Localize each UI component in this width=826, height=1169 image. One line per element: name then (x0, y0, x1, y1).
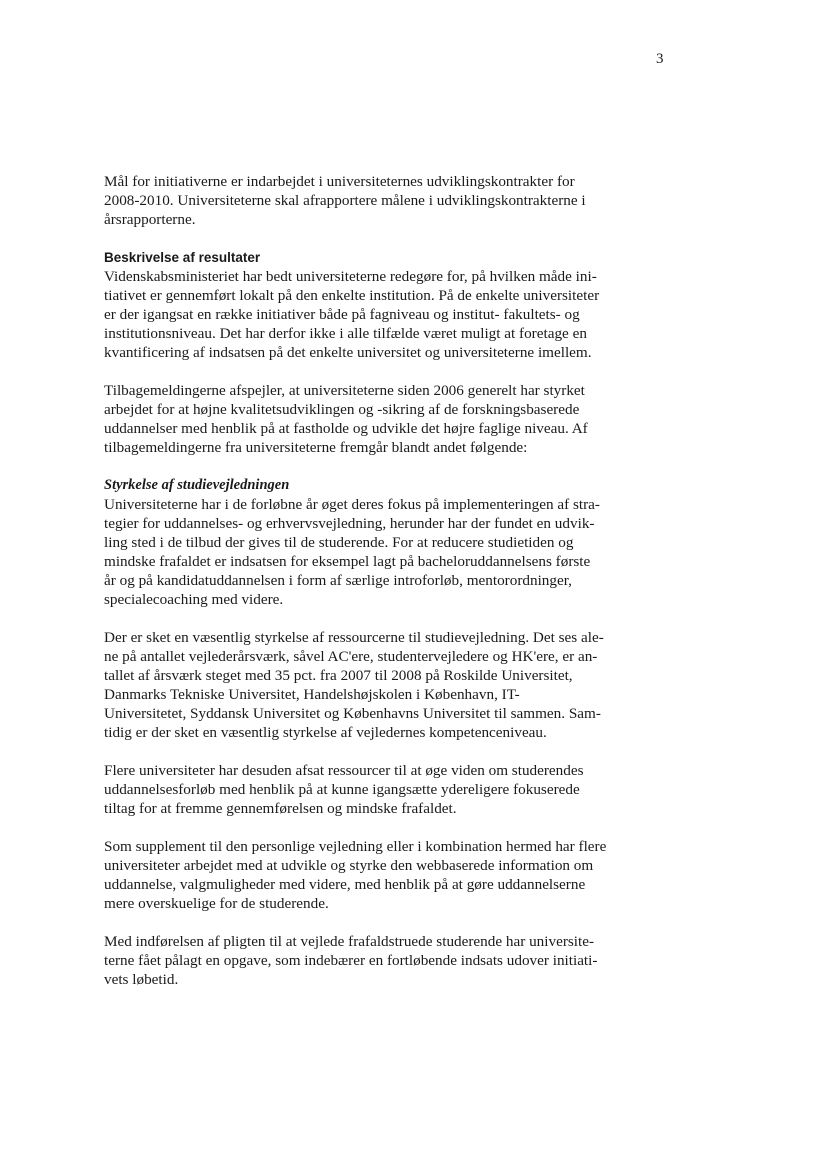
text-line: Universitetet, Syddansk Universitet og Københavns Universitet til sammen. Sam- (104, 705, 601, 722)
intro-paragraph (104, 172, 632, 229)
text-line: vets løbetid. (104, 971, 179, 988)
paragraph-4 (104, 628, 632, 742)
text-line: kvantificering af indsatsen på det enkelte universitet og universiteterne imellem. (104, 344, 592, 361)
text-line: mindske frafaldet er indsatsen for eksempel lagt på bacheloruddannelsens første (104, 553, 591, 570)
text-line: Danmarks Tekniske Universitet, Handelshøjskolen i København, IT- (104, 686, 520, 703)
paragraph-2 (104, 381, 632, 457)
paragraph-5 (104, 761, 632, 818)
text-line: Videnskabsministeriet har bedt universiteterne redegøre for, på hvilken måde ini- (104, 268, 597, 285)
page-number: 3 (656, 51, 664, 67)
text-line: tidig er der sket en væsentlig styrkelse af vejledernes kompetenceniveau. (104, 724, 547, 741)
text-line: uddannelse, valgmuligheder med videre, med henblik på at gøre uddannelserne (104, 876, 586, 893)
page-content (104, 172, 632, 989)
text-line: ling sted i de tilbud der gives til de studerende. For at reducere studietiden og (104, 534, 574, 551)
text-line: 2008-2010. Universiteterne skal afrapportere målene i udviklingskontrakterne i (104, 192, 586, 209)
paragraph-1 (104, 267, 632, 362)
text-line: er der igangsat en række initiativer både på fagniveau og institut- fakultets- og (104, 306, 580, 323)
text-line: universiteter arbejdet med at udvikle og styrke den webbaserede information om (104, 857, 594, 874)
text-line: Universiteterne har i de forløbne år øget deres fokus på implementeringen af stra- (104, 496, 600, 513)
text-line: Der er sket en væsentlig styrkelse af ressourcerne til studievejledning. Det ses ale- (104, 629, 604, 646)
text-line: uddannelser med henblik på at fastholde og udvikle det højre faglige niveau. Af (104, 420, 588, 437)
paragraph-7 (104, 932, 632, 989)
text-line: ne på antallet vejlederårsværk, såvel AC'ere, studentervejledere og HK'ere, er an- (104, 648, 598, 665)
text-line: tallet af årsværk steget med 35 pct. fra 2007 til 2008 på Roskilde Universitet, (104, 667, 573, 684)
text-line: Tilbagemeldingerne afspejler, at universiteterne siden 2006 generelt har styrket (104, 382, 585, 399)
paragraph-6 (104, 837, 632, 913)
text-line: Flere universiteter har desuden afsat ressourcer til at øge viden om studerendes (104, 762, 584, 779)
text-line: årsrapporterne. (104, 211, 196, 228)
section-heading: Beskrivelse af resultater (104, 250, 261, 265)
text-line: tilbagemeldingerne fra universiteterne fremgår blandt andet følgende: (104, 439, 528, 456)
text-line: Med indførelsen af pligten til at vejlede frafaldstruede studerende har universite- (104, 933, 595, 950)
paragraph-3 (104, 495, 632, 609)
text-line: uddannelsesforløb med henblik på at kunne igangsætte ydereligere fokuserede (104, 781, 580, 798)
text-line: mere overskuelige for de studerende. (104, 895, 329, 912)
text-line: Som supplement til den personlige vejledning eller i kombination hermed har flere (104, 838, 607, 855)
text-line: arbejdet for at højne kvalitetsudviklingen og -sikring af de forskningsbaserede (104, 401, 580, 418)
subheading: Styrkelse af studievejledningen (104, 477, 290, 493)
text-line: tegier for uddannelses- og erhvervsvejledning, herunder har der fundet en udvik- (104, 515, 595, 532)
text-line: specialecoaching med videre. (104, 591, 284, 608)
text-line: tiltag for at fremme gennemførelsen og mindske frafaldet. (104, 800, 457, 817)
text-line: Mål for initiativerne er indarbejdet i universiteternes udviklingskontrakter for (104, 173, 575, 190)
text-line: institutionsniveau. Det har derfor ikke i alle tilfælde været muligt at foretage en (104, 325, 587, 342)
text-line: tiativet er gennemført lokalt på den enkelte institution. På de enkelte universiteter (104, 287, 600, 304)
text-line: år og på kandidatuddannelsen i form af særlige introforløb, mentorordninger, (104, 572, 572, 589)
text-line: terne fået pålagt en opgave, som indebærer en fortløbende indsats udover initiati- (104, 952, 598, 969)
